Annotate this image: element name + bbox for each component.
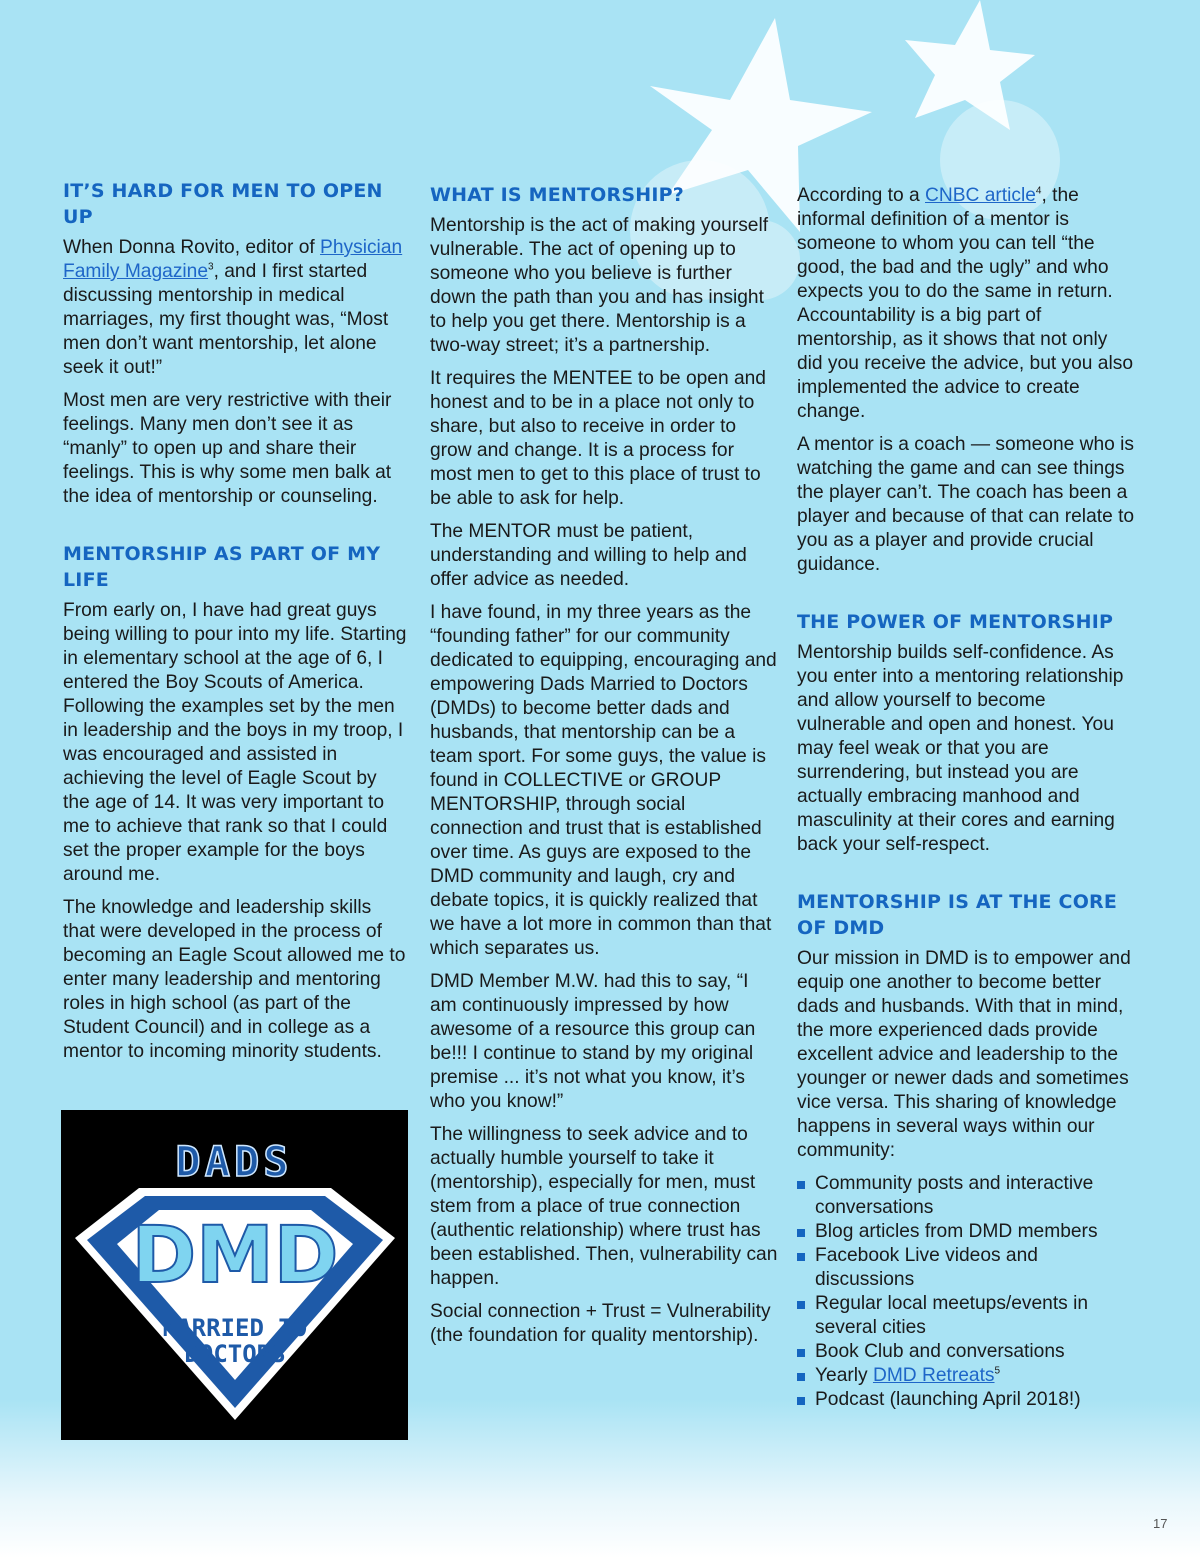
heading-hard-to-open-up: IT’S HARD FOR MEN TO OPEN UP <box>63 180 383 228</box>
community-ways-list <box>797 1172 1137 1412</box>
list-item: Podcast (launching April 2018!) <box>797 1388 1137 1412</box>
cnbc-article-link[interactable]: CNBC article <box>925 185 1036 206</box>
heading-mentorship-my-life: MENTORSHIP AS PART OF MY LIFE <box>63 543 381 591</box>
paragraph-mentee: It requires the MENTEE to be open and honest and to be in a place not only to share, but also to receive in order to grow and change. It is a process for most men to get to this place of trust to be able to ask for help. <box>430 368 766 509</box>
physician-family-magazine-link[interactable]: Physician Family Magazine <box>63 237 403 282</box>
logo-dads-text: DADS <box>175 1137 293 1186</box>
dmd-retreats-link[interactable]: DMD Retreats <box>872 1365 995 1386</box>
heading-core-of-dmd: MENTORSHIP IS AT THE CORE OF DMD <box>797 891 1118 939</box>
footnote-5: 5 <box>994 1365 1001 1377</box>
paragraph-willingness: The willingness to seek advice and to actually humble yourself to take it (mentorship), especially for men, must stem from a place of true connection (authentic relationship) where trust has been established. Then, vulnerability can happen. <box>430 1124 778 1289</box>
footnote-3: 3 <box>208 261 214 273</box>
list-item: Blog articles from DMD members <box>797 1220 1137 1244</box>
paragraph-founding-father: I have found, in my three years as the “founding father” for our community dedicated to equipping, encouraging and empowering Dads Married to Doctors (DMDs) to become better dads and husbands, that mentorship can be a team sport. For some guys, the value is found in COLLECTIVE or GROUP MENTORSHIP, through social connection and trust that is established over time. As guys are exposed to the DMD community and laugh, cry and debate topics, it is quickly realized that we have a lot more in common than that which separates us. <box>430 602 777 959</box>
footnote-4: 4 <box>1035 185 1042 197</box>
paragraph-leadership-skills: The knowledge and leadership skills that were developed in the process of becoming an Eagle Scout allowed me to enter many leadership and mentoring roles in high school (as part of the Student Council) and in college as a mentor to incoming minority students. <box>63 897 406 1062</box>
heading-what-is-mentorship: WHAT IS MENTORSHIP? <box>430 184 684 206</box>
dmd-logo <box>61 1110 408 1440</box>
column-middle <box>430 182 778 1357</box>
paragraph-intro: When Donna Rovito, editor of Physician Family Magazine$^3$, and I first started discussing mentorship in medical marriages, my first thought was, “Most men don’t want mentorship, let alone seek it out!” <box>63 237 403 378</box>
logo-doctors-text: DOCTORS <box>184 1340 286 1368</box>
paragraph-member-quote: DMD Member M.W. had this to say, “I am continuously impressed by how awesome of a resource this group can be!!! I continue to stand by my original premise ... it’s not what you know, it’s who you know!” <box>430 971 756 1112</box>
paragraph-boy-scouts: From early on, I have had great guys being willing to pour into my life. Starting in elementary school at the age of 6, I entered the Boy Scouts of America. Following the examples set by the men in leadership and the boys in my troop, I was encouraged and assisted in achieving the level of Eagle Scout by the age of 14. It was very important to me to achieve that rank so that I could set the proper example for the boys around me. <box>63 600 407 885</box>
logo-married-to-text: MARRIED TO <box>162 1314 308 1342</box>
paragraph-cnbc: According to a CNBC article$^4$, the informal definition of a mentor is someone to whom you can tell “the good, the bad and the ugly” and who expects you to do the same in return. Accountability is a big part of mentorship, as it shows that not only did you receive the advice, but you also implemented the advice to create change. <box>797 185 1133 422</box>
list-item: Facebook Live videos and discussions <box>797 1244 1137 1292</box>
list-item: Book Club and conversations <box>797 1340 1137 1364</box>
column-left <box>63 178 408 1073</box>
logo-dmd-text: DMD <box>131 1211 339 1301</box>
paragraph-mission: Our mission in DMD is to empower and equip one another to become better dads and husbands. With that in mind, the more experienced dads provide excellent advice and leadership to the younger or newer dads and sometimes vice versa. This sharing of knowledge happens in several ways within our community: <box>797 948 1131 1161</box>
paragraph-formula: Social connection + Trust = Vulnerability (the foundation for quality mentorship). <box>430 1301 771 1346</box>
column-right <box>797 184 1137 1412</box>
list-item: Regular local meetups/events in several cities <box>797 1292 1137 1340</box>
list-item: Community posts and interactive conversations <box>797 1172 1137 1220</box>
paragraph-coach: A mentor is a coach — someone who is watching the game and can see things the player can’t. The coach has been a player and because of that can relate to you as a player and provide crucial guidance. <box>797 434 1135 575</box>
heading-power-of-mentorship: THE POWER OF MENTORSHIP <box>797 611 1114 633</box>
paragraph-mentor: The MENTOR must be patient, understanding and willing to help and offer advice as needed. <box>430 521 747 590</box>
paragraph-definition: Mentorship is the act of making yourself vulnerable. The act of opening up to someone who you believe is further down the path than you and has insight to help you get there. Mentorship is a two-way street; it’s a partnership. <box>430 215 769 356</box>
paragraph-restrictive: Most men are very restrictive with their feelings. Many men don’t see it as “manly” to open up and share their feelings. This is why some men balk at the idea of mentorship or counseling. <box>63 390 392 507</box>
page-number: 17 <box>1153 1516 1168 1531</box>
paragraph-self-confidence: Mentorship builds self-confidence. As you enter into a mentoring relationship and allow yourself to become vulnerable and open and honest. You may feel weak or that you are surrendering, but instead you are actually embracing manhood and masculinity at their cores and earning back your self-respect. <box>797 642 1124 855</box>
list-item: Yearly DMD Retreats$^5$ <box>797 1364 1137 1388</box>
